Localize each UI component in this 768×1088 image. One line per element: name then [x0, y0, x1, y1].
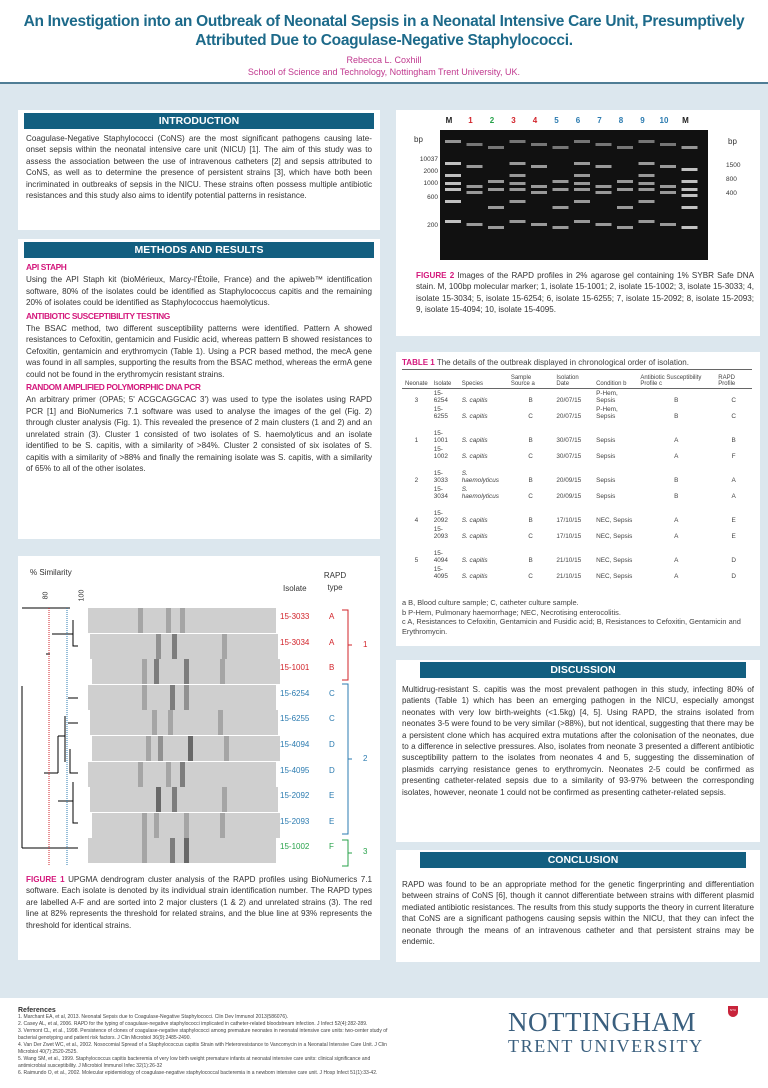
isolate-id: 15-3034	[280, 637, 310, 647]
gel-band	[596, 143, 612, 146]
isolate-id: 15-2092	[280, 791, 310, 801]
cluster-3-label: 3	[363, 847, 368, 856]
table-cell: E	[731, 517, 736, 524]
table-cell: B	[528, 557, 533, 564]
figure2-caption-text: Images of the RAPD profiles in 2% agarose gel containing 1% SYBR Safe DNA stain. M, 100bp molecular marker; 1, isolate 15-1001; 2, isolate 15-1002; 3, isolate 15-3033; 4, isolate 15-3034; 5, isolate 15-6254; 6, isolate 15-6255; 7, isolate 15-2092; 8, isolate 15-2093; 9, isolate 15-4094; 10, isolate 15-4095.	[416, 271, 755, 315]
column-header: Isolation Date	[553, 374, 593, 389]
gel-band	[510, 188, 526, 191]
table-footnote: a B, Blood culture sample; C, catheter culture sample.	[402, 598, 579, 607]
table-cell	[402, 565, 431, 581]
lane-label: 5	[554, 116, 559, 125]
gel-band	[617, 146, 633, 149]
gel-band	[467, 185, 483, 188]
gel-band	[488, 188, 504, 191]
table-cell: A	[731, 493, 736, 500]
table1-caption-text: The details of the outbreak displayed in chronological order of isolation.	[436, 358, 689, 367]
table-row	[402, 525, 752, 545]
table-cell: 20/09/15	[556, 477, 582, 484]
table1-label: TABLE 1	[402, 358, 435, 367]
rapd-type: B	[329, 663, 335, 673]
ntu-logo	[508, 1008, 738, 1057]
bp-right: bp	[728, 137, 737, 146]
table-cell: B	[528, 437, 533, 444]
figure2-caption	[416, 270, 754, 316]
rapd-type: E	[329, 816, 335, 826]
isolate-id: 15-1002	[280, 842, 310, 852]
gel-band	[510, 182, 526, 185]
rapd-type: F	[329, 842, 334, 852]
table-header-row	[402, 374, 752, 389]
table-cell: S. capitis	[461, 413, 488, 420]
table-cell: 15-2093	[433, 526, 448, 540]
table-cell: 20/07/15	[556, 413, 582, 420]
gel-strip	[90, 634, 278, 659]
lane-label: 7	[597, 116, 602, 125]
rapd-text: An arbitrary primer (OPA5; 5' ACGCAGGCAC 3') was used to type the isolates using RAPD PCR [1] and BioNumerics 7.1 software was used to analyse the images of the gel (Fig. 2) through cluster analysis (Fig. 1). This revealed the presence of 2 main clusters (1 and 2) and an unrelated strain (3). Cluster 1 consisted of two isolates of S. haemolyticus and an isolate identified to be S. capitis, with a similarity of >84%. Cluster 2 consisted of six isolates of S. capitis with a similarity of >88% and finally the remaining isolate was S. capitis, with a similarity of 65% to all of the other isolates.	[26, 395, 372, 473]
lane-label: 4	[532, 116, 538, 125]
gel-band	[682, 168, 698, 171]
gel-band	[445, 200, 461, 203]
cluster-1-label: 1	[363, 640, 368, 649]
author: Rebecca L. Coxhill	[346, 55, 422, 65]
column-header: Species	[459, 374, 508, 389]
outbreak-table	[402, 374, 752, 581]
reference-item: 1. Marchant EA, et al, 2013. Neonatal Sepsis due to Coagulase-Negative Staphylococci. Clin Dev Immunol 2013(586076).	[18, 1014, 289, 1020]
table-cell: B	[674, 493, 679, 500]
gel-band	[553, 226, 569, 229]
reference-list	[18, 1014, 398, 1077]
gel-band	[617, 188, 633, 191]
references-heading: References	[18, 1007, 56, 1014]
ast-heading: ANTIBIOTIC SUSCEPTIBILITY TESTING	[26, 310, 170, 321]
isolate-header: Isolate	[283, 584, 307, 593]
column-header: RAPD Profile	[715, 374, 752, 389]
gel-band	[660, 185, 676, 188]
gel-band	[660, 223, 676, 226]
table-cell: 21/10/15	[556, 573, 582, 580]
conclusion-text: RAPD was found to be an appropriate method for the genetic fingerprinting and differentiation between strains of CoNS [6], though it cannot differentiate between strains with different plasmid mediated antibiotic resistances. The results from this study supports the theory in current literature that CoNS are a significant pathogens causing sepsis within the NICU, that they can infect the neonate through the means of an intravenous catheter and that persistent strains may be endemic.	[402, 880, 754, 947]
table-row	[402, 565, 752, 581]
gel-band	[510, 220, 526, 223]
lane-label: 9	[640, 116, 645, 125]
reference-item: 4. Van Der Zwet WC, et al., 2002. Nosocomial Spread of a Staphylococcus capitis Strain with Heteroresistance to Vancomycin in a Neonatal Intensive Care Unit. J Clin Microbiol 40(7):2520-2525.	[18, 1042, 387, 1055]
table-cell: 17/10/15	[556, 517, 582, 524]
logo-line2: TRENT UNIVERSITY	[508, 1036, 704, 1056]
table-row	[402, 485, 752, 505]
dendrogram-branches	[22, 608, 78, 848]
isolate-id: 15-1001	[280, 663, 310, 673]
table-cell: P-Hem, Sepsis	[596, 406, 618, 420]
references	[18, 1007, 398, 1077]
introduction-heading: INTRODUCTION	[24, 113, 374, 129]
reference-item: 3. Vermont CL, et al., 1998. Persistence of clones of coagulase-negative staphylococci among premature neonates in neonatal intensive care units: two-center study of bacterial genotyping and patient risk factors. J Clin Microbiol 36(9):2485-2490.	[18, 1028, 388, 1041]
tick-80: 80	[42, 591, 50, 600]
gel-band	[596, 191, 612, 194]
cluster-brackets	[338, 608, 380, 868]
lane-label: 2	[489, 116, 495, 125]
gel-band	[467, 165, 483, 168]
gel-strip	[88, 838, 276, 863]
table-cell: B	[674, 413, 679, 420]
gel-band	[682, 226, 698, 229]
table-cell: S. haemolyticus	[461, 470, 499, 484]
table-row	[402, 545, 752, 565]
isolate-id: 15-3033	[280, 612, 310, 621]
table-cell: B	[528, 517, 533, 524]
table-cell: C	[528, 453, 533, 460]
gel-band	[660, 191, 676, 194]
gel-band	[639, 200, 655, 203]
table-cell: 17/10/15	[556, 533, 582, 540]
table-cell: B	[674, 397, 679, 404]
gel-strip	[90, 710, 278, 735]
column-header: Isolate	[431, 374, 459, 389]
size-marker: 1000	[423, 180, 438, 187]
table-cell: S. capitis	[461, 533, 488, 540]
rapd-type: C	[329, 714, 335, 724]
gel-band	[488, 146, 504, 149]
poster-title: An Investigation into an Outbreak of Neonatal Sepsis in a Neonatal Intensive Care Unit, Presumptively Attributed Due to Coagulase-Negative Staphylococci.	[23, 13, 745, 49]
table-cell: E	[731, 533, 736, 540]
gel-band	[574, 200, 590, 203]
gel-band	[574, 162, 590, 165]
size-marker: 600	[427, 194, 438, 201]
table1-caption	[402, 358, 752, 370]
size-marker: 1500	[726, 162, 741, 169]
gel-band	[445, 182, 461, 185]
table-cell: A	[674, 517, 679, 524]
figure2-panel	[396, 110, 760, 336]
table-cell: A	[731, 477, 736, 484]
table-cell: A	[674, 533, 679, 540]
gel-band	[467, 143, 483, 146]
gel-band	[574, 182, 590, 185]
table-cell: S. capitis	[461, 517, 488, 524]
table-cell: NEC, Sepsis	[596, 573, 633, 580]
gel-band	[531, 223, 547, 226]
gel-band	[510, 200, 526, 203]
lane-label: 6	[575, 116, 581, 125]
table-cell: Sepsis	[596, 437, 616, 444]
gel-band	[596, 223, 612, 226]
table-cell: 15-2092	[433, 510, 448, 524]
table-cell: S. haemolyticus	[461, 486, 499, 500]
gel-band	[445, 162, 461, 165]
table-cell: 15-1002	[433, 446, 448, 460]
rapd-type: C	[329, 688, 335, 698]
logo-badge: NTU	[728, 1006, 738, 1017]
rapd-type: E	[329, 791, 335, 801]
table-cell: 15-3034	[433, 486, 448, 500]
gel-band	[574, 174, 590, 177]
rapd-type-header: RAPD type	[323, 571, 347, 592]
tick-100: 100	[78, 589, 86, 602]
table-cell: NEC, Sepsis	[596, 533, 633, 540]
gel-band	[553, 146, 569, 149]
figure1-caption-text: UPGMA dendrogram cluster analysis of the RAPD profiles using BioNumerics 7.1 software. Each isolate is denoted by its individual strain identification number. The RAPD types are labelled A-F and are sorted into 2 major clusters (1 & 2) and unrelated strains (3). The red line at 82% represents the threshold for related strains, and the blue line at 93% represents the threshold for identical strains.	[26, 875, 373, 930]
lane-label: 1	[468, 116, 473, 125]
table-cell: F	[731, 453, 736, 460]
bp-left: bp	[414, 135, 423, 144]
gel-band	[488, 226, 504, 229]
gel-band	[617, 180, 633, 183]
table-row	[402, 465, 752, 485]
table-cell: NEC, Sepsis	[596, 557, 633, 564]
gel-band	[510, 162, 526, 165]
table-cell: D	[731, 557, 736, 564]
gel-strip	[92, 736, 280, 761]
methods-text	[26, 260, 372, 474]
rapd-gel-strips	[88, 608, 280, 864]
lane-label: 8	[618, 116, 624, 125]
table-cell: A	[674, 437, 679, 444]
gel-strip	[92, 659, 280, 684]
table-cell: A	[674, 453, 679, 460]
gel-band	[445, 174, 461, 177]
table-cell: 5	[414, 557, 419, 564]
table-cell: C	[731, 413, 736, 420]
size-marker: 400	[726, 190, 737, 197]
lane-label: M	[682, 116, 689, 125]
table-cell: B	[674, 477, 679, 484]
table-cell: NEC, Sepsis	[596, 517, 633, 524]
gel-band	[682, 180, 698, 183]
gel-band	[682, 146, 698, 149]
gel-band	[553, 188, 569, 191]
figure1-caption	[26, 874, 372, 931]
table-footnote: c A, Resistances to Cefoxitin, Gentamicin and Fusidic acid; B, Resistances to Cefoxitin, Gentamicin and Erythromycin.	[402, 617, 741, 636]
table-cell: B	[731, 437, 736, 444]
gel-band	[639, 162, 655, 165]
table-cell: 21/10/15	[556, 557, 582, 564]
table-cell: B	[528, 477, 533, 484]
gel-band	[639, 188, 655, 191]
table-cell: D	[731, 573, 736, 580]
gel-band	[445, 140, 461, 143]
introduction-text: Coagulase-Negative Staphylococci (CoNS) are the most significant pathogens causing late-onset sepsis within the neonatal intensive care unit (NICU) [1]. The aim of this study was to assess the association between the use of intravenous catheters [2] and sepsis attributed to CoNS, as well as to determine the presence of persistent strains [3], which have both been incriminated in outbreaks of sepsis in the NICU. These strains often possess multiple antibiotic resistances and this study also aims to identify potential patterns in resistance.	[26, 134, 372, 201]
table-cell: Sepsis	[596, 493, 616, 500]
table-cell: 15-4094	[433, 550, 448, 564]
gel-strip	[88, 685, 276, 710]
table-cell: 3	[414, 397, 419, 404]
table-cell: 15-4095	[433, 566, 448, 580]
table-cell: C	[528, 573, 533, 580]
gel-band	[553, 180, 569, 183]
size-marker: 800	[726, 176, 737, 183]
reference-item: 5. Wang SM, et al., 1999. Staphylococcus capitis bacteremia of very low birth weight premature infants at neonatal intensive care units: clinical significance and antimicrobial susceptibility. J Microbiol Immunol Infec 32(1):26-32	[18, 1056, 371, 1069]
lane-labels	[440, 116, 706, 128]
gel-band	[553, 206, 569, 209]
table-cell	[402, 445, 431, 465]
table-row	[402, 505, 752, 525]
figure1-panel	[18, 556, 380, 960]
table-cell: 20/07/15	[556, 397, 582, 404]
column-header: Antibiotic Susceptibility Profile c	[637, 374, 715, 389]
gel-strip	[88, 608, 276, 633]
api-staph-heading: API STAPH	[26, 262, 67, 272]
gel-band	[510, 140, 526, 143]
table-cell: 15-3033	[433, 470, 448, 484]
table-cell: Sepsis	[596, 477, 616, 484]
gel-band	[488, 180, 504, 183]
gel-band	[639, 174, 655, 177]
table-row	[402, 445, 752, 465]
gel-band	[639, 140, 655, 143]
lane-label: 3	[511, 116, 516, 125]
figure2-label: FIGURE 2	[416, 271, 455, 280]
table-row	[402, 425, 752, 445]
rapd-type: D	[329, 765, 335, 775]
lane-label: M	[445, 116, 453, 125]
figure1-label: FIGURE 1	[26, 875, 65, 884]
table-cell: S. capitis	[461, 453, 488, 460]
gel-strip	[92, 813, 280, 838]
isolate-id: 15-2093	[280, 816, 310, 826]
gel-band	[639, 182, 655, 185]
isolate-id: 15-4094	[280, 740, 310, 749]
table-cell: 15-6255	[433, 406, 448, 420]
agarose-gel-image	[440, 130, 708, 260]
gel-band	[617, 206, 633, 209]
gel-band	[660, 165, 676, 168]
gel-strip	[90, 787, 278, 812]
rapd-type: D	[329, 740, 335, 749]
table-cell: 15-1001	[433, 430, 448, 444]
gel-band	[467, 191, 483, 194]
column-header: Neonate	[402, 374, 431, 389]
table-cell: Sepsis	[596, 453, 616, 460]
affiliation: School of Science and Technology, Nottingham Trent University, UK.	[247, 67, 521, 77]
table1-footnotes	[402, 598, 754, 636]
rapd-type: A	[329, 612, 335, 621]
gel-band	[445, 188, 461, 191]
gel-band	[531, 185, 547, 188]
reference-item: 2. Casey AL, et al, 2006. RAPD for the typing of coagulase-negative staphylococci implicated in catheter-related bloodstream infection. J Infect 52(4):282-289.	[18, 1021, 368, 1027]
gel-band	[617, 226, 633, 229]
table-cell: B	[528, 397, 533, 404]
table-cell: 30/07/15	[556, 437, 582, 444]
table-cell: C	[528, 413, 533, 420]
isolate-id: 15-6255	[280, 714, 310, 724]
table-cell: C	[731, 397, 736, 404]
gel-band	[467, 223, 483, 226]
table-cell	[402, 485, 431, 505]
table-row	[402, 389, 752, 406]
methods-heading: METHODS AND RESULTS	[24, 242, 374, 258]
table-cell	[402, 525, 431, 545]
gel-band	[531, 191, 547, 194]
table-cell: S. capitis	[461, 557, 488, 564]
gel-band	[660, 143, 676, 146]
isolate-id: 15-4095	[280, 765, 310, 775]
table-cell: 1	[414, 437, 419, 444]
table-cell: S. capitis	[461, 397, 488, 404]
lane-label: 10	[659, 116, 669, 125]
table-cell: 2	[414, 477, 419, 484]
gel-band	[682, 188, 698, 191]
table-cell: 4	[414, 517, 419, 524]
gel-band	[531, 143, 547, 146]
gel-band	[574, 220, 590, 223]
discussion-heading: DISCUSSION	[420, 662, 746, 678]
conclusion-heading: CONCLUSION	[420, 852, 746, 868]
table-cell: S. capitis	[461, 437, 488, 444]
table-cell: 15-6254	[433, 390, 448, 404]
reference-item: 6. Raimundo O, et al., 2002. Molecular epidemiology of coagulase-negative staphylococcal bacteremia in a newborn intensive care unit. J Hosp Infect 51(1):33-42.	[18, 1070, 378, 1076]
gel-band	[639, 220, 655, 223]
gel-band	[596, 185, 612, 188]
table-cell: 20/09/15	[556, 493, 582, 500]
discussion-text: Multidrug-resistant S. capitis was the most prevalent pathogen in this study, infecting 80% of patients (Table 1) which has been an emerging pathogen in the NICU, especially amongst neonates with very low birth-weights (<1.5kg) [4, 5]. Using RAPD, the strains isolated from neonates 3-5 were found to be very similar (>88%), but not identical, suggesting that there may be a persistent clone which has acquired extra mutations after the colonisation of the neonates, due to a difference in selective pressures. Also, isolates from neonate 3 presented a different antibiotic susceptibility pattern to the isolates from neonates 4 and 5, suggesting the dissemination of plasmids carrying resistance genes to erythromycin. Neonates 2-5 could be confirmed as presenting catheter-related sepsis due to a similarity of 93-97% between the corresponding isolates, however, neonate 1 could not be confirmed as presenting catheter-related sepsis.	[402, 685, 754, 797]
rapd-type: A	[329, 637, 335, 647]
table-cell: C	[528, 493, 533, 500]
gel-band	[574, 140, 590, 143]
isolate-id: 15-6254	[280, 688, 310, 698]
table-cell: P-Hem, Sepsis	[596, 390, 618, 404]
table-footnote: b P-Hem, Pulmonary haemorrhage; NEC, Necrotising enterocolitis.	[402, 607, 621, 617]
table-cell: C	[528, 533, 533, 540]
gel-band	[574, 188, 590, 191]
size-marker: 2000	[423, 168, 438, 175]
rapd-heading: RANDOM AMPLIFIED POLYMORPHIC DNA PCR	[26, 382, 201, 393]
gel-strip	[88, 762, 276, 787]
gel-band	[488, 206, 504, 209]
gel-band	[531, 165, 547, 168]
table-cell	[402, 405, 431, 425]
gel-band	[596, 165, 612, 168]
table-cell: A	[674, 557, 679, 564]
ast-text: The BSAC method, two different susceptibility patterns were identified. Pattern A showed resistances to Cefoxitin, gentamicin and Fusidic acid, whereas pattern B showed resistances to Cefoxitin, gentamicin and erythromycin (Table 1). Using a PCR based method, the mecA gene was found in all samples, supporting the results from the BSAC method, whereas the ermA gene could not be found in the erythromycin resistant strains.	[26, 324, 372, 379]
table-row	[402, 405, 752, 425]
size-marker: 200	[427, 222, 438, 229]
logo-line1: NOTTINGHAM	[508, 1007, 696, 1037]
gel-band	[445, 220, 461, 223]
column-header: Condition b	[593, 374, 637, 389]
column-header: Sample Source a	[508, 374, 554, 389]
table-cell: S. capitis	[461, 573, 488, 580]
gel-band	[682, 194, 698, 197]
table-cell: A	[674, 573, 679, 580]
table1-panel	[396, 352, 760, 646]
gel-band	[510, 174, 526, 177]
cluster-2-label: 2	[363, 754, 368, 763]
size-marker: 10037	[419, 156, 438, 163]
gel-band	[682, 206, 698, 209]
similarity-label: % Similarity	[30, 568, 72, 577]
api-staph-text: Using the API Staph kit (bioMérieux, Marcy-l'Étoile, France) and the apiweb™ identification software, 80% of the isolates could be identified as Staphylococcus capitis and the remaining 20% of isolates could be identified as Staphylococcus haemolyticus.	[26, 275, 372, 308]
table-cell: 30/07/15	[556, 453, 582, 460]
